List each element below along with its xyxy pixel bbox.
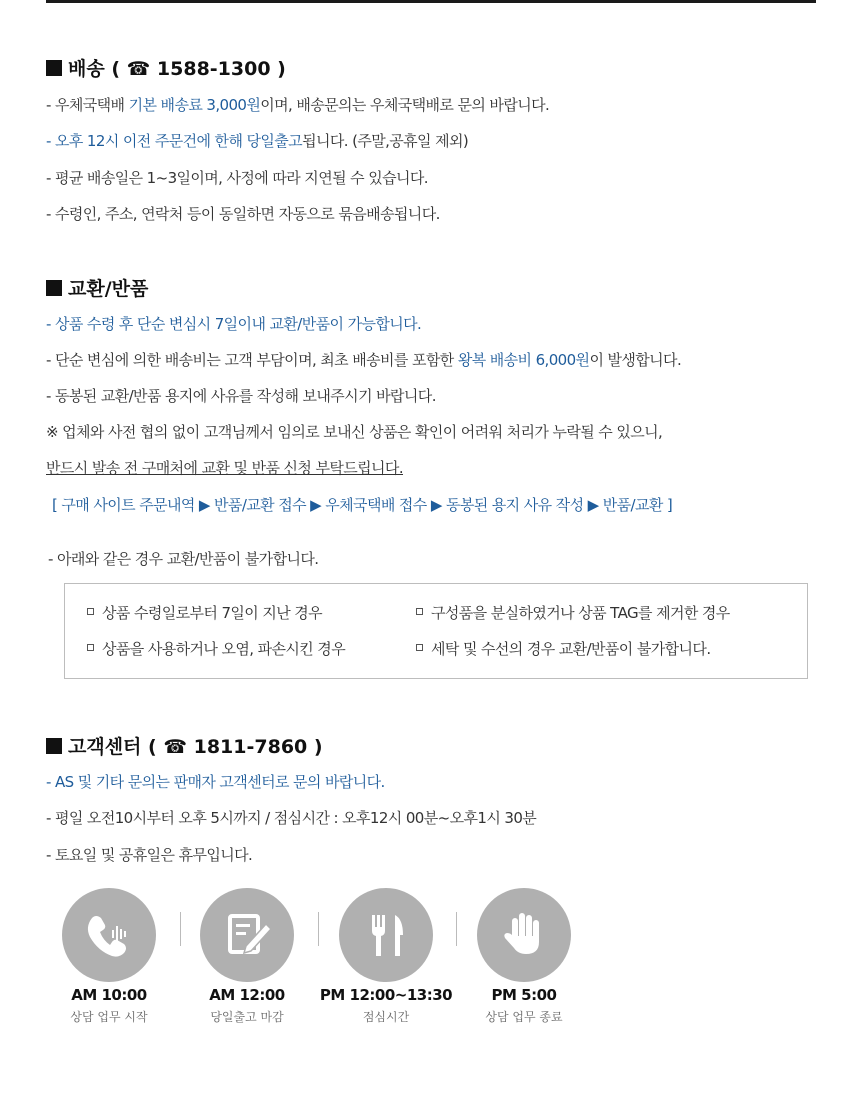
exchange-notice-line-2: 반드시 발송 전 구매처에 교환 및 반품 신청 부탁드립니다. (46, 459, 403, 477)
exchange-line-1: - 상품 수령 후 단순 변심시 7일이내 교환/반품이 가능합니다. (46, 315, 422, 333)
schedule-time: AM 12:00 (209, 986, 285, 1004)
document-edit-icon (200, 888, 294, 982)
not-allowed-item: 상품을 사용하거나 오염, 파손시킨 경우 (87, 638, 345, 659)
bullet-icon (87, 644, 94, 651)
shipping-line-3: - 평균 배송일은 1~3일이며, 사정에 따라 지연될 수 있습니다. (46, 169, 428, 187)
bullet-icon (87, 608, 94, 615)
square-bullet-icon (46, 280, 62, 296)
square-bullet-icon (46, 60, 62, 76)
top-divider (46, 0, 816, 3)
schedule-desc: 상담 업무 종료 (485, 1010, 563, 1024)
not-allowed-item: 구성품을 분실하였거나 상품 TAG를 제거한 경우 (416, 602, 730, 623)
cs-line-3: - 토요일 및 공휴일은 휴무입니다. (46, 846, 253, 864)
phone-icon (62, 888, 156, 982)
exchange-notice-line-1: ※ 업체와 사전 협의 없이 고객님께서 임의로 보내신 상품은 확인이 어려워 처리가 누락될 수 있으니, (46, 423, 663, 441)
schedule-time: PM 5:00 (491, 986, 557, 1004)
cs-section-title: 고객센터 ( ☎ 1811-7860 ) (46, 732, 323, 759)
schedule-divider (456, 912, 457, 946)
bullet-icon (416, 608, 423, 615)
exchange-not-allowed-intro: - 아래와 같은 경우 교환/반품이 불가합니다. (48, 550, 319, 568)
schedule-desc: 상담 업무 시작 (70, 1010, 148, 1024)
exchange-line-2: - 단순 변심에 의한 배송비는 고객 부담이며, 최초 배송비를 포함한 왕복 배송비 6,000원이 발생합니다. (46, 351, 682, 369)
schedule-time: PM 12:00~13:30 (319, 986, 453, 1004)
schedule-time: AM 10:00 (71, 986, 147, 1004)
cs-line-1: - AS 및 기타 문의는 판매자 고객센터로 문의 바랍니다. (46, 773, 385, 791)
schedule-divider (180, 912, 181, 946)
hand-stop-icon (477, 888, 571, 982)
schedule-desc: 점심시간 (362, 1010, 410, 1024)
bullet-icon (416, 644, 423, 651)
cs-line-2: - 평일 오전10시부터 오후 5시까지 / 점심시간 : 오후12시 00분~오후1시 30분 (46, 809, 537, 827)
exchange-section-title: 교환/반품 (46, 274, 148, 301)
shipping-line-1: - 우체국택배 기본 배송료 3,000원이며, 배송문의는 우체국택배로 문의 바랍니다. (46, 96, 550, 114)
shipping-line-4: - 수령인, 주소, 연락처 등이 동일하면 자동으로 묶음배송됩니다. (46, 205, 440, 223)
shipping-section-title: 배송 ( ☎ 1588-1300 ) (46, 54, 286, 81)
return-process-steps: [ 구매 사이트 주문내역 ▶ 반품/교환 접수 ▶ 우체국택배 접수 ▶ 동봉된 용지 사유 작성 ▶ 반품/교환 ] (52, 496, 673, 514)
square-bullet-icon (46, 738, 62, 754)
exchange-line-3: - 동봉된 교환/반품 용지에 사유를 작성해 보내주시기 바랍니다. (46, 387, 436, 405)
schedule-divider (318, 912, 319, 946)
not-allowed-item: 세탁 및 수선의 경우 교환/반품이 불가합니다. (416, 638, 710, 659)
fork-knife-icon (339, 888, 433, 982)
not-allowed-box (64, 583, 808, 679)
schedule-desc: 당일출고 마감 (210, 1010, 284, 1024)
shipping-line-2: - 오후 12시 이전 주문건에 한해 당일출고됩니다. (주말,공휴일 제외) (46, 132, 469, 150)
not-allowed-item: 상품 수령일로부터 7일이 지난 경우 (87, 602, 322, 623)
